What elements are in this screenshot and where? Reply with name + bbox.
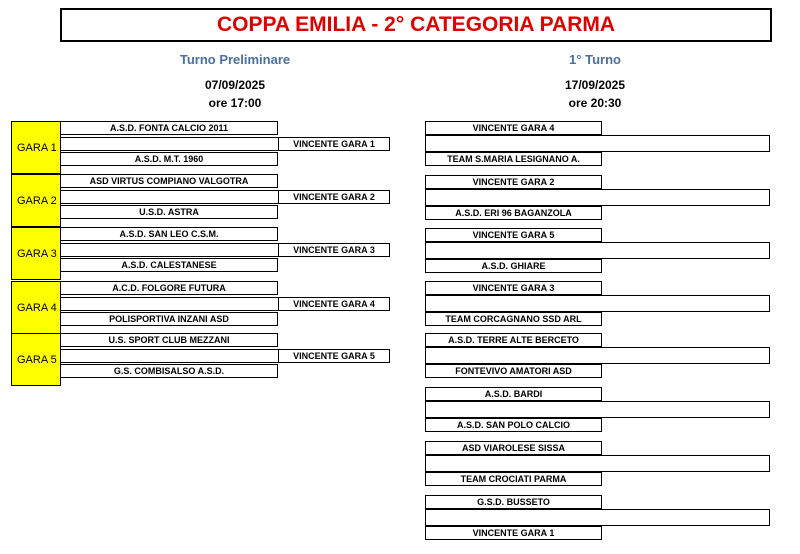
first-round-result-box <box>425 347 770 364</box>
match-home-team: U.S. SPORT CLUB MEZZANI <box>60 333 278 347</box>
match-winner: VINCENTE GARA 5 <box>278 349 390 363</box>
first-round-result-box <box>425 189 770 206</box>
first-round-result-box <box>425 401 770 418</box>
gara-label: GARA 5 <box>11 333 61 386</box>
match-away-team: A.S.D. CALESTANESE <box>60 258 278 272</box>
bracket-connector <box>60 203 278 204</box>
first-round-away: A.S.D. SAN POLO CALCIO <box>425 418 602 432</box>
bracket-connector <box>60 310 278 311</box>
first-round-away: TEAM CORCAGNANO SSD ARL <box>425 312 602 326</box>
first-round-home: A.S.D. TERRE ALTE BERCETO <box>425 333 602 347</box>
first-round-away: A.S.D. ERI 96 BAGANZOLA <box>425 206 602 220</box>
bracket-connector <box>60 297 278 298</box>
first-round-result-box <box>425 135 770 152</box>
gara-label: GARA 1 <box>11 121 61 174</box>
first-round-home: VINCENTE GARA 5 <box>425 228 602 242</box>
round-name-preliminary: Turno Preliminare <box>179 52 291 67</box>
first-round-away: FONTEVIVO AMATORI ASD <box>425 364 602 378</box>
match-winner: VINCENTE GARA 2 <box>278 190 390 204</box>
bracket-connector <box>60 362 278 363</box>
first-round-away: A.S.D. GHIARE <box>425 259 602 273</box>
first-round-result-box <box>425 295 770 312</box>
first-round-home: VINCENTE GARA 3 <box>425 281 602 295</box>
first-round-result-box <box>425 509 770 526</box>
first-round-result-box <box>425 242 770 259</box>
bracket-connector <box>60 256 278 257</box>
gara-label: GARA 2 <box>11 174 61 227</box>
first-round-result-box <box>425 455 770 472</box>
first-round-away: TEAM CROCIATI PARMA <box>425 472 602 486</box>
gara-label: GARA 4 <box>11 281 61 334</box>
match-winner: VINCENTE GARA 3 <box>278 243 390 257</box>
round-time-preliminary: ore 17:00 <box>208 96 262 110</box>
round-time-first: ore 20:30 <box>568 96 622 110</box>
first-round-home: A.S.D. BARDI <box>425 387 602 401</box>
match-home-team: ASD VIRTUS COMPIANO VALGOTRA <box>60 174 278 188</box>
bracket-connector <box>60 190 278 191</box>
gara-label: GARA 3 <box>11 227 61 280</box>
bracket-connector <box>60 137 278 138</box>
match-winner: VINCENTE GARA 4 <box>278 297 390 311</box>
round-date-first: 17/09/2025 <box>564 78 626 92</box>
round-name-first: 1° Turno <box>569 52 621 67</box>
bracket-connector <box>60 243 278 244</box>
first-round-home: G.S.D. BUSSETO <box>425 495 602 509</box>
match-home-team: A.S.D. SAN LEO C.S.M. <box>60 227 278 241</box>
first-round-away: TEAM S.MARIA LESIGNANO A. <box>425 152 602 166</box>
match-away-team: POLISPORTIVA INZANI ASD <box>60 312 278 326</box>
match-home-team: A.S.D. FONTA CALCIO 2011 <box>60 121 278 135</box>
first-round-home: VINCENTE GARA 4 <box>425 121 602 135</box>
match-away-team: G.S. COMBISALSO A.S.D. <box>60 364 278 378</box>
match-home-team: A.C.D. FOLGORE FUTURA <box>60 281 278 295</box>
first-round-home: ASD VIAROLESE SISSA <box>425 441 602 455</box>
bracket-connector <box>60 150 278 151</box>
match-away-team: U.S.D. ASTRA <box>60 205 278 219</box>
match-away-team: A.S.D. M.T. 1960 <box>60 152 278 166</box>
first-round-away: VINCENTE GARA 1 <box>425 526 602 540</box>
bracket-connector <box>60 349 278 350</box>
round-date-preliminary: 07/09/2025 <box>204 78 266 92</box>
page-title: COPPA EMILIA - 2° CATEGORIA PARMA <box>60 8 772 42</box>
first-round-home: VINCENTE GARA 2 <box>425 175 602 189</box>
match-winner: VINCENTE GARA 1 <box>278 137 390 151</box>
